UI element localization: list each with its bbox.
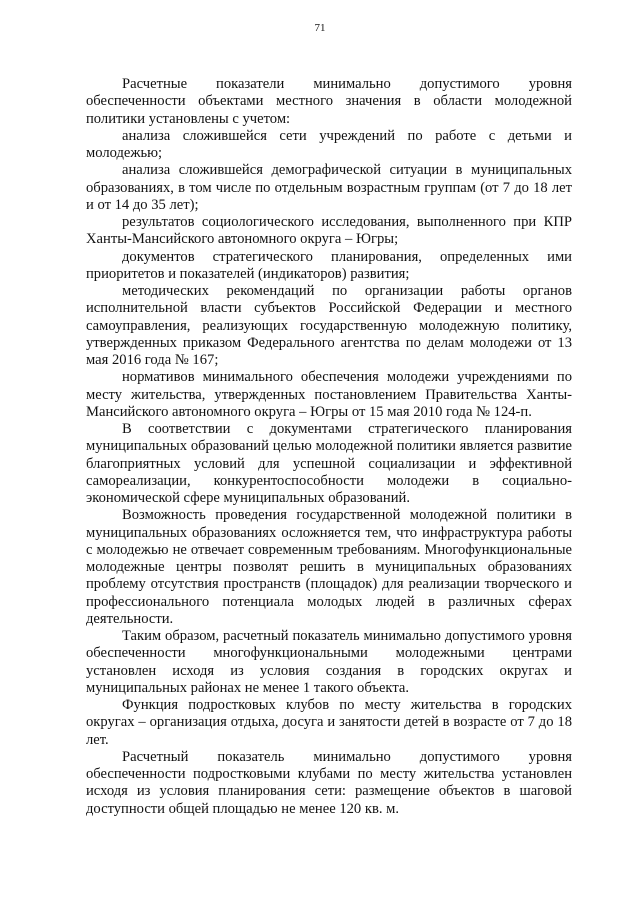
paragraph: Таким образом, расчетный показатель минимально допустимого уровня обеспеченности многофункциональными молодежными центрами установлен исходя из условия создания в городских округах и муниципальных районах не менее 1 такого объекта. xyxy=(86,628,572,696)
paragraph: нормативов минимального обеспечения молодежи учреждениями по месту жительства, утвержденных постановлением Правительства Ханты-Мансийского автономного округа – Югры от 15 мая 2010 года № 124-п. xyxy=(86,369,572,420)
paragraph: Расчетный показатель минимально допустимого уровня обеспеченности подростковыми клубами по месту жительства установлен исходя из условия планирования сети: размещение объектов в шаговой доступности общей площадью не менее 120 кв. м. xyxy=(86,748,572,817)
paragraph: анализа сложившейся демографической ситуации в муниципальных образованиях, в том числе по отдельным возрастным группам (от 7 до 18 лет и от 14 до 35 лет); xyxy=(86,162,572,213)
paragraph: Расчетные показатели минимально допустимого уровня обеспеченности объектами местного значения в области молодежной политики установлены с учетом: xyxy=(86,76,572,127)
paragraph: методических рекомендаций по организации работы органов исполнительной власти субъектов Российской Федерации и местного самоуправления, реализующих государственную молодежную политику, утвержденных приказом Федерального агентства по делам молодежи от 13 мая 2016 года № 167; xyxy=(86,283,572,368)
page-number: 71 xyxy=(314,22,326,34)
paragraph: Возможность проведения государственной молодежной политики в муниципальных образованиях осложняется тем, что инфраструктура работы с молодежью не отвечает современным требованиям. Многофункциональные молодежные центры позволят решить в муниципальных образованиях проблему отсутствия пространств (площадок) для реализации творческого и профессионального потенциала молодых людей в различных сферах деятельности. xyxy=(86,507,572,627)
paragraph: документов стратегического планирования, определенных ими приоритетов и показателей (индикаторов) развития; xyxy=(86,248,572,282)
paragraph: В соответствии с документами стратегического планирования муниципальных образований целью молодежной политики является развитие благоприятных условий для успешной социализации и эффективной самореализации, конкурентоспособности молодежи в социально-экономической сфере муниципальных образований. xyxy=(86,421,572,506)
paragraph: Функция подростковых клубов по месту жительства в городских округах – организация отдыха, досуга и занятости детей в возрасте от 7 до 18 лет. xyxy=(86,697,572,748)
body-text xyxy=(86,76,572,818)
paragraph: результатов социологического исследования, выполненного при КПР Ханты-Мансийского автономного округа – Югры; xyxy=(86,214,572,248)
paragraph: анализа сложившейся сети учреждений по работе с детьми и молодежью; xyxy=(86,127,572,161)
